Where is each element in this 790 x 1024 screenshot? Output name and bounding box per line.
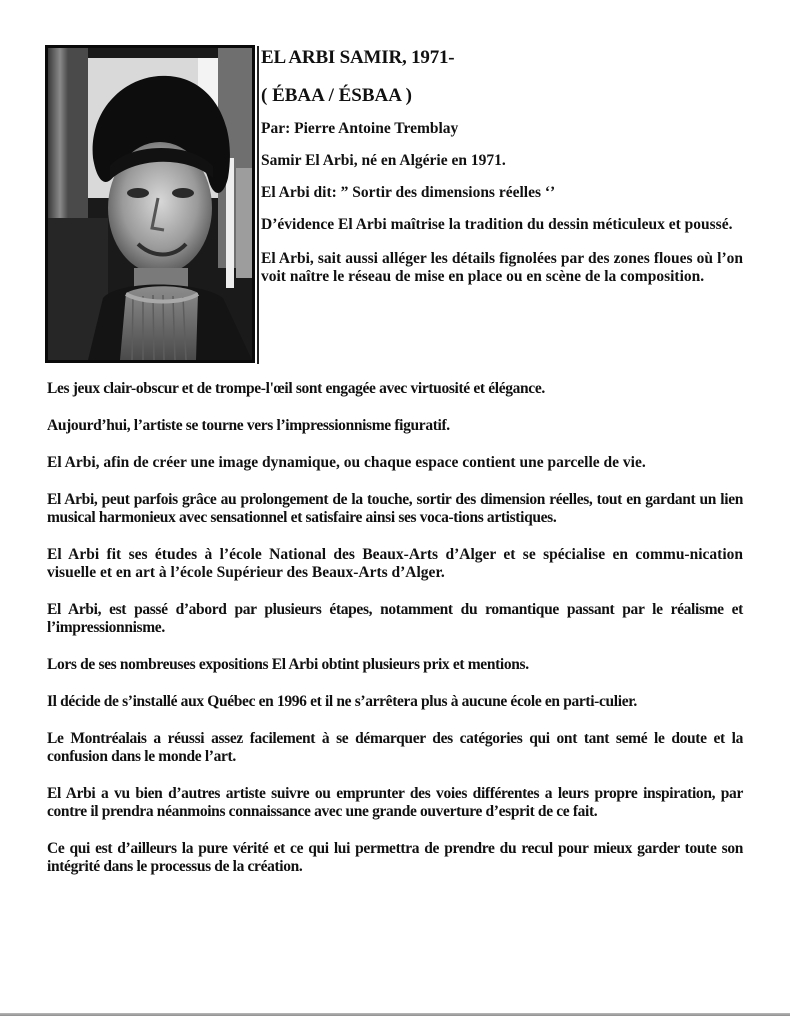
body-paragraph: El Arbi, peut parfois grâce au prolongement de la touche, sortir des dimension réelles, tout en gardant un lien musical harmonieux avec sensationnel et satisfaire ainsi ses voca-tions artistiques. (47, 491, 743, 526)
vertical-divider (257, 46, 259, 364)
page-title: EL ARBI SAMIR, 1971- (261, 47, 455, 68)
intro-paragraph: D’évidence El Arbi maîtrise la tradition du dessin méticuleux et poussé. (261, 216, 733, 233)
body-paragraph: Les jeux clair-obscur et de trompe-l'œil sont engagée avec virtuosité et élégance. (47, 380, 545, 397)
artist-portrait-photo (45, 45, 255, 363)
scan-edge-line (0, 1013, 790, 1016)
body-paragraph: Le Montréalais a réussi assez facilement à se démarquer des catégories qui ont tant semé le doute et la confusion dans le monde l’art. (47, 730, 743, 765)
body-paragraph: Ce qui est d’ailleurs la pure vérité et ce qui lui permettra de prendre du recul pour mieux garder toute son intégrité dans le processus de la création. (47, 840, 743, 875)
header-block (261, 46, 743, 302)
body-paragraph: El Arbi fit ses études à l’école National des Beaux-Arts d’Alger et se spécialise en commu-nication visuelle et en art à l’école Supérieur des Beaux-Arts d’Alger. (47, 546, 743, 581)
body-paragraph: El Arbi, est passé d’abord par plusieurs étapes, notamment du romantique passant par le réalisme et l’impressionnisme. (47, 601, 743, 636)
body-paragraph: Il décide de s’installé aux Québec en 1996 et il ne s’arrêtera plus à aucune école en parti-culier. (47, 693, 637, 710)
intro-paragraph: El Arbi dit: ” Sortir des dimensions réelles ‘’ (261, 184, 556, 201)
portrait-photo-icon (48, 48, 252, 360)
body-paragraph: Lors de ses nombreuses expositions El Arbi obtint plusieurs prix et mentions. (47, 656, 529, 673)
body-paragraph: El Arbi a vu bien d’autres artiste suivre ou emprunter des voies différentes a leurs propre inspiration, par contre il prendra néanmoins connaissance avec une grande ouverture d’esprit de ce fait. (47, 785, 743, 820)
body-text (47, 380, 743, 895)
body-paragraph: Aujourd’hui, l’artiste se tourne vers l’impressionnisme figuratif. (47, 417, 450, 434)
page-subtitle: ( ÉBAA / ÉSBAA ) (261, 85, 412, 106)
intro-paragraph: El Arbi, sait aussi alléger les détails fignolées par des zones floues où l’on voit naître le réseau de mise en place ou en scène de la composition. (261, 250, 743, 285)
author-line: Par: Pierre Antoine Tremblay (261, 120, 459, 137)
body-paragraph: El Arbi, afin de créer une image dynamique, ou chaque espace contient une parcelle de vie. (47, 454, 646, 471)
intro-paragraph: Samir El Arbi, né en Algérie en 1971. (261, 152, 506, 169)
